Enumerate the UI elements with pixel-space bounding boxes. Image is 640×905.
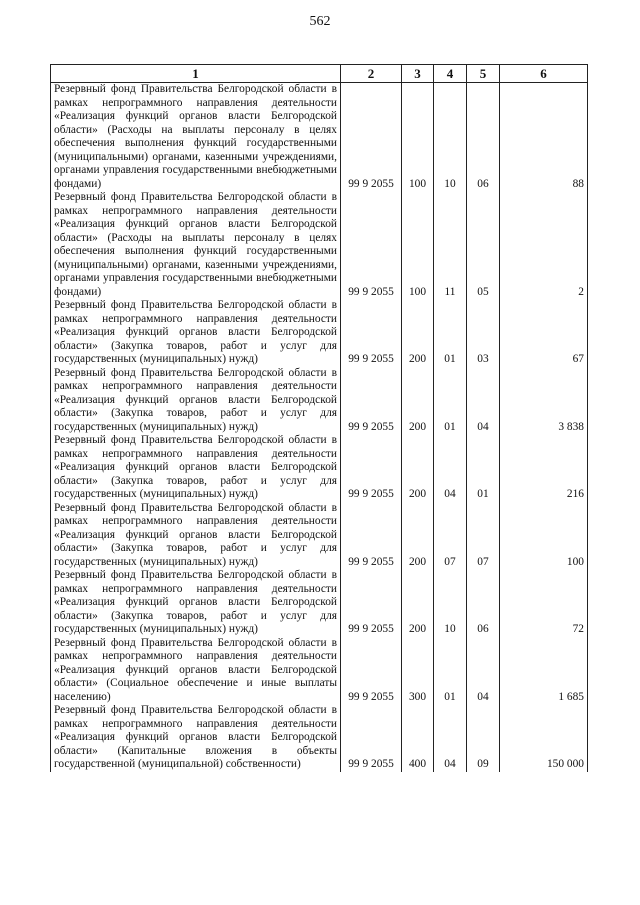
row-amount: 3 838: [500, 367, 588, 435]
row-target-code: 99 9 2055: [341, 434, 402, 502]
row-section: 04: [434, 704, 467, 772]
table-row: [51, 569, 588, 637]
row-target-code: 99 9 2055: [341, 299, 402, 367]
table-row: [51, 637, 588, 705]
row-amount: 216: [500, 434, 588, 502]
row-expense-type: 100: [402, 83, 434, 192]
row-subsection: 06: [467, 83, 500, 192]
row-amount: 2: [500, 191, 588, 299]
table-header-row: [51, 65, 588, 83]
row-expense-type: 200: [402, 434, 434, 502]
row-section: 10: [434, 569, 467, 637]
row-amount: 67: [500, 299, 588, 367]
row-subsection: 01: [467, 434, 500, 502]
row-target-code: 99 9 2055: [341, 83, 402, 192]
row-subsection: 03: [467, 299, 500, 367]
table-row: [51, 191, 588, 299]
row-section: 10: [434, 83, 467, 192]
row-target-code: 99 9 2055: [341, 704, 402, 772]
row-expense-type: 300: [402, 637, 434, 705]
row-target-code: 99 9 2055: [341, 191, 402, 299]
row-target-code: 99 9 2055: [341, 502, 402, 570]
column-header: 5: [467, 65, 500, 83]
row-expense-type: 100: [402, 191, 434, 299]
row-subsection: 07: [467, 502, 500, 570]
row-description: Резервный фонд Правительства Белгородской области в рамках непрограммного направления деятельности «Реализация функций органов власти Белгородской области» (Закупка товаров, работ и услуг для государственных (муниципальных) нужд): [51, 367, 341, 435]
row-expense-type: 200: [402, 569, 434, 637]
column-header: 1: [51, 65, 341, 83]
row-amount: 100: [500, 502, 588, 570]
row-subsection: 05: [467, 191, 500, 299]
row-subsection: 09: [467, 704, 500, 772]
table-row: [51, 502, 588, 570]
row-section: 01: [434, 299, 467, 367]
row-section: 01: [434, 637, 467, 705]
row-expense-type: 200: [402, 367, 434, 435]
table-row: [51, 83, 588, 192]
row-amount: 88: [500, 83, 588, 192]
column-header: 2: [341, 65, 402, 83]
row-description: Резервный фонд Правительства Белгородской области в рамках непрограммного направления деятельности «Реализация функций органов власти Белгородской области» (Расходы на выплаты персоналу в целях обеспечения выполнения функций государственными (муниципальными) органами, казенными учреждениями, органами управления государственными внебюджетными фондами): [51, 83, 341, 192]
table-row: [51, 299, 588, 367]
row-target-code: 99 9 2055: [341, 569, 402, 637]
row-amount: 150 000: [500, 704, 588, 772]
row-expense-type: 200: [402, 502, 434, 570]
row-description: Резервный фонд Правительства Белгородской области в рамках непрограммного направления деятельности «Реализация функций органов власти Белгородской области» (Социальное обеспечение и иные выплаты населению): [51, 637, 341, 705]
row-subsection: 06: [467, 569, 500, 637]
table-row: [51, 704, 588, 772]
row-section: 01: [434, 367, 467, 435]
row-target-code: 99 9 2055: [341, 637, 402, 705]
row-section: 07: [434, 502, 467, 570]
budget-table: [50, 64, 588, 772]
column-header: 4: [434, 65, 467, 83]
row-target-code: 99 9 2055: [341, 367, 402, 435]
row-description: Резервный фонд Правительства Белгородской области в рамках непрограммного направления деятельности «Реализация функций органов власти Белгородской области» (Расходы на выплаты персоналу в целях обеспечения выполнения функций государственными (муниципальными) органами, казенными учреждениями, органами управления государственными внебюджетными фондами): [51, 191, 341, 299]
row-description: Резервный фонд Правительства Белгородской области в рамках непрограммного направления деятельности «Реализация функций органов власти Белгородской области» (Закупка товаров, работ и услуг для государственных (муниципальных) нужд): [51, 569, 341, 637]
row-description: Резервный фонд Правительства Белгородской области в рамках непрограммного направления деятельности «Реализация функций органов власти Белгородской области» (Закупка товаров, работ и услуг для государственных (муниципальных) нужд): [51, 299, 341, 367]
page-number: 562: [309, 14, 331, 29]
column-header: 3: [402, 65, 434, 83]
row-expense-type: 200: [402, 299, 434, 367]
row-description: Резервный фонд Правительства Белгородской области в рамках непрограммного направления деятельности «Реализация функций органов власти Белгородской области» (Капитальные вложения в объекты государственной (муниципальной) собственности): [51, 704, 341, 772]
row-subsection: 04: [467, 637, 500, 705]
row-amount: 72: [500, 569, 588, 637]
table-row: [51, 434, 588, 502]
row-subsection: 04: [467, 367, 500, 435]
row-section: 04: [434, 434, 467, 502]
row-description: Резервный фонд Правительства Белгородской области в рамках непрограммного направления деятельности «Реализация функций органов власти Белгородской области» (Закупка товаров, работ и услуг для государственных (муниципальных) нужд): [51, 502, 341, 570]
column-header: 6: [500, 65, 588, 83]
row-section: 11: [434, 191, 467, 299]
row-amount: 1 685: [500, 637, 588, 705]
row-description: Резервный фонд Правительства Белгородской области в рамках непрограммного направления деятельности «Реализация функций органов власти Белгородской области» (Закупка товаров, работ и услуг для государственных (муниципальных) нужд): [51, 434, 341, 502]
row-expense-type: 400: [402, 704, 434, 772]
table-row: [51, 367, 588, 435]
